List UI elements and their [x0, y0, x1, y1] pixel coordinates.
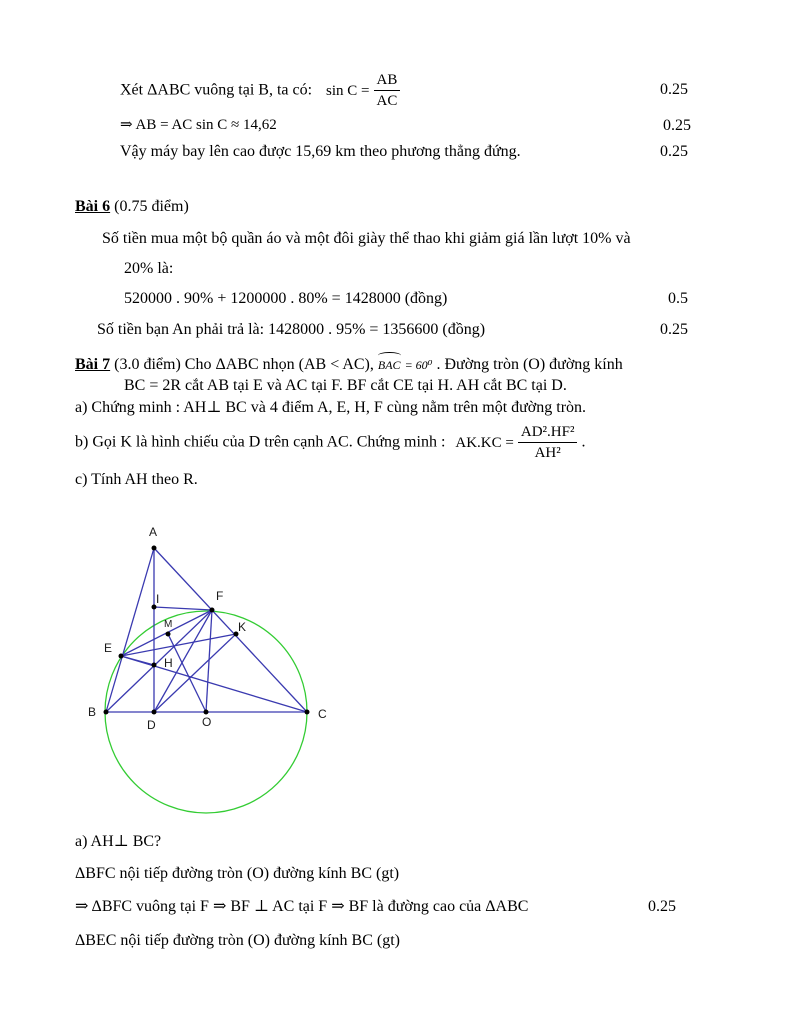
label-b: B: [88, 705, 97, 719]
circle-o: [105, 611, 307, 813]
point-b: [104, 710, 109, 715]
bai6-title: Bài 6: [75, 198, 111, 215]
score-top-1: 0.25: [660, 81, 688, 98]
point-i: [152, 605, 157, 610]
label-f: F: [216, 589, 224, 603]
part-b-denominator: AH²: [534, 445, 561, 461]
top-line-1-text: Xét ΔABC vuông tại B, ta có:: [120, 81, 313, 99]
segment-md: [168, 634, 206, 712]
bai7-part-a: a) Chứng minh : AH⊥ BC và 4 điểm A, E, H, F cùng nằm trên một đường tròn.: [75, 399, 587, 416]
label-i: I: [156, 592, 160, 606]
label-o: O: [202, 715, 212, 729]
point-o: [204, 710, 209, 715]
fraction-denominator: AC: [376, 93, 398, 109]
part-b-text: b) Gọi K là hình chiếu của D trên cạnh AC. Chứng minh :: [75, 433, 446, 451]
bai6-points: (0.75 điểm): [114, 198, 189, 215]
top-line-1: [120, 70, 400, 114]
segment-bf: [106, 610, 212, 712]
top-line-3: Vậy máy bay lên cao được 15,69 km theo phương thẳng đứng.: [120, 143, 521, 160]
label-k: K: [238, 620, 247, 634]
label-e: E: [104, 641, 113, 655]
bai7-part-c: c) Tính AH theo R.: [75, 471, 198, 488]
point-d: [152, 710, 157, 715]
bai7-intro-a: (3.0 điểm) Cho ΔABC nhọn (AB < AC),: [114, 356, 374, 373]
score-bai6-2: 0.25: [660, 321, 688, 338]
bai7-intro-b: . Đường tròn (O) đường kính: [436, 356, 623, 373]
part-b-fraction: [518, 422, 578, 463]
segment-ek: [121, 634, 236, 656]
ab-over-ac-fraction: [374, 70, 401, 111]
angle-bac: BAC: [378, 355, 401, 375]
bai6-heading: [75, 197, 189, 217]
bai6-line-2: 20% là:: [124, 260, 174, 277]
label-d: D: [147, 718, 156, 732]
bai6-line-4: Số tiền bạn An phải trả là: 1428000 . 95% = 1356600 (đồng): [97, 321, 486, 338]
part-b-lhs: AK.KC =: [455, 434, 514, 451]
segment-eh: [121, 656, 154, 665]
segment-fo: [206, 610, 212, 712]
bai7-title: Bài 7: [75, 356, 111, 373]
bai7-part-b: [75, 422, 585, 470]
score-top-2: 0.25: [663, 117, 691, 134]
point-m: [166, 632, 171, 637]
top-line-2: ⇒ AB = AC sin C ≈ 14,62: [120, 117, 277, 133]
segment-if: [154, 607, 212, 610]
bai7-intro-line-2: BC = 2R cắt AB tại E và AC tại F. BF cắt CE tại H. AH cắt BC tại D.: [124, 377, 567, 394]
point-a: [152, 546, 157, 551]
segment-dk: [154, 634, 236, 712]
bai6-line-3: 520000 . 90% + 1200000 . 80% = 1428000 (đồng): [124, 290, 448, 307]
label-c: C: [318, 707, 327, 721]
solution-line-4: ΔBEC nội tiếp đường tròn (O) đường kính BC (gt): [75, 932, 400, 949]
bai7-heading: [75, 355, 623, 375]
label-a: A: [149, 525, 158, 539]
bai6-line-1: Số tiền mua một bộ quần áo và một đôi giày thể thao khi giảm giá lần lượt 10% và: [102, 230, 631, 247]
label-h: H: [164, 656, 173, 670]
solution-line-2: ΔBFC nội tiếp đường tròn (O) đường kính BC (gt): [75, 865, 400, 882]
point-e: [119, 654, 124, 659]
label-m: M: [164, 619, 173, 630]
segment-ec: [121, 656, 307, 712]
point-f: [210, 608, 215, 613]
score-bai6-1: 0.5: [668, 290, 688, 307]
segment-ac: [154, 548, 307, 712]
segment-ef: [121, 610, 212, 656]
part-b-end: .: [581, 433, 586, 451]
point-k: [234, 632, 239, 637]
segment-fd: [154, 610, 212, 712]
point-h: [152, 663, 157, 668]
angle-value: = 60⁰: [404, 358, 433, 372]
solution-line-3: ⇒ ΔBFC vuông tại F ⇒ BF ⊥ AC tại F ⇒ BF là đường cao của ΔABC: [75, 898, 529, 915]
solution-line-1: a) AH⊥ BC?: [75, 833, 162, 850]
part-b-numerator: AD².HF²: [518, 422, 578, 443]
score-top-3: 0.25: [660, 143, 688, 160]
segment-ab: [106, 548, 154, 712]
score-solution-1: 0.25: [648, 898, 676, 915]
sin-c-label: sin C =: [326, 82, 370, 99]
point-c: [305, 710, 310, 715]
fraction-numerator: AB: [374, 70, 401, 91]
